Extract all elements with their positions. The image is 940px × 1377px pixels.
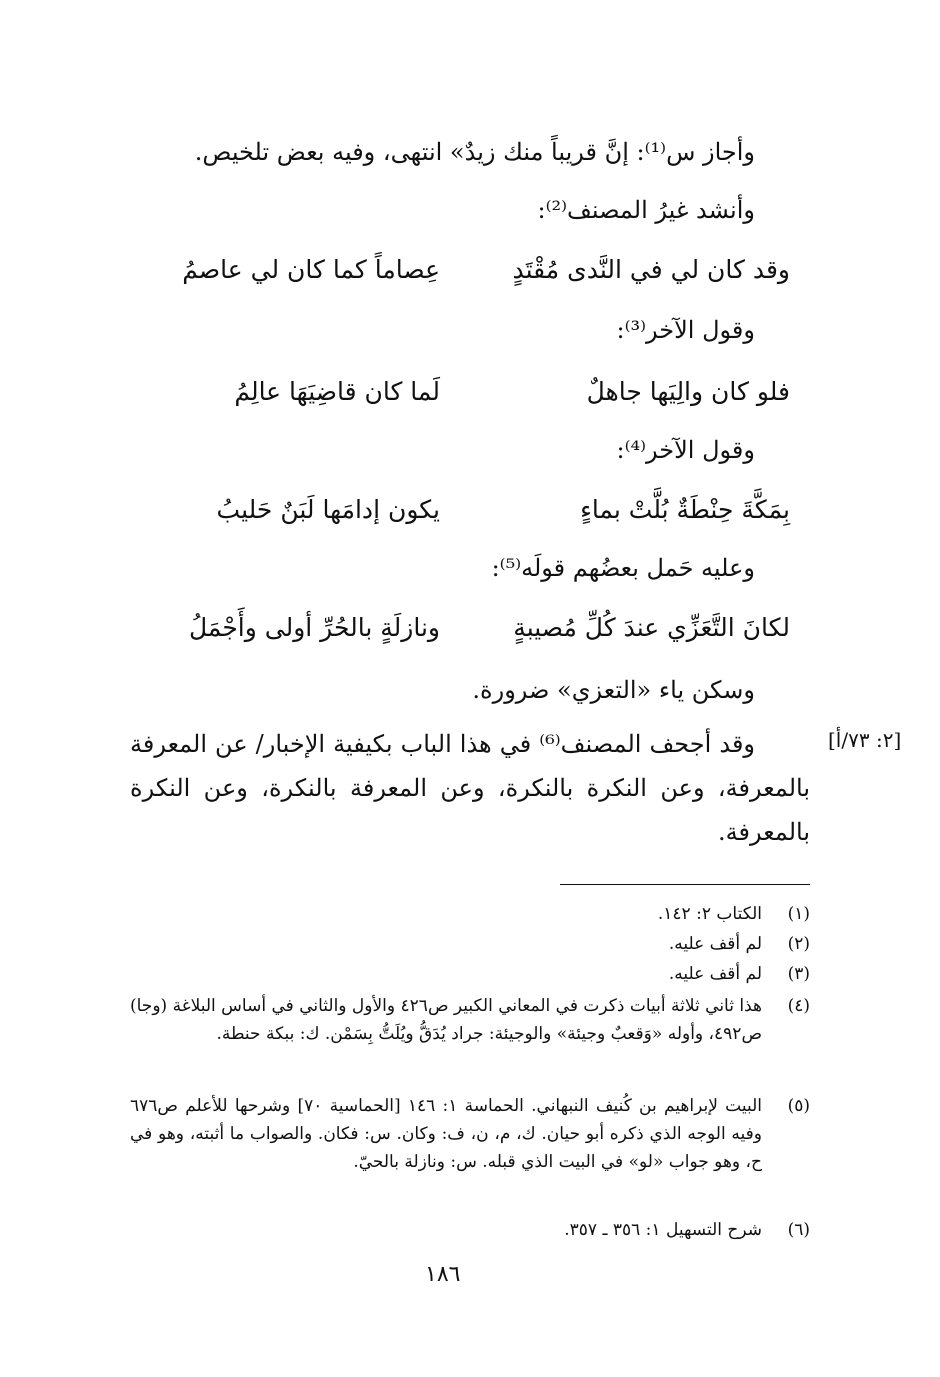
footnote-text: لم أقف عليه. [668, 964, 762, 984]
footnote-text: الكتاب ٢: ١٤٢. [657, 904, 762, 924]
page-number: ١٨٦ [425, 1262, 461, 1287]
text-line-3: وقول الآخر⁽³⁾: [616, 316, 755, 344]
footnote-6 [130, 1216, 810, 1244]
verse-1-first-hemistich: وقد كان لي في النَّدى مُقْتَدٍ [512, 255, 790, 284]
footnote-number: (٢) [787, 934, 810, 954]
footnote-4 [130, 992, 810, 1048]
verse-4-first-hemistich: لكانَ التَّعَزِّي عندَ كُلِّ مُصيبةٍ [513, 613, 790, 642]
footnote-text: شرح التسهيل ١: ٣٥٦ ـ ٣٥٧. [564, 1220, 762, 1240]
verse-1-second-hemistich: عِصاماً كما كان لي عاصمُ [182, 255, 440, 284]
footnote-number: (٤) [787, 996, 810, 1016]
text-line-6: وسكن ياء «التعزي» ضرورة. [472, 676, 755, 704]
verse-4-second-hemistich: ونازلَةٍ بالحُرِّ أولى وأَجْمَلُ [188, 613, 440, 642]
verse-2-second-hemistich: لَما كان قاضِيَهَا عالِمُ [234, 377, 440, 406]
footnote-number: (٥) [787, 1096, 810, 1116]
footnote-number: (٦) [787, 1220, 810, 1240]
footnote-text: لم أقف عليه. [668, 934, 762, 954]
footnote-text: البيت لإبراهيم بن كُنيف النبهاني. الحماسة ١: ١٤٦ [الحماسية ٧٠] وشرحها للأعلم ص٦٧٦ وفيه الوجه الذي ذكره أبو حيان. ك، م، ن، ف: وكان. س: فكان. والصواب ما أثبته، وهو في ح، وهو جواب «لو» في البيت الذي قبله. س: ونازلة بالحيّ. [130, 1096, 762, 1172]
verse-3-first-hemistich: بِمَكَّةَ حِنْطَةٌ بُلَّتْ بماءٍ [580, 495, 790, 524]
footnote-number: (٣) [787, 964, 810, 984]
text-line-2: وأنشد غيرُ المصنف⁽²⁾: [537, 196, 755, 224]
text-line-4: وقول الآخر⁽⁴⁾: [616, 436, 755, 464]
text-line-5: وعليه حَمل بعضُهم قولَه⁽⁵⁾: [491, 554, 755, 582]
manuscript-folio-marker: [٢: ٧٣/أ] [828, 728, 902, 752]
footnote-number: (١) [787, 904, 810, 924]
footnote-1 [130, 900, 810, 928]
footnote-2 [130, 930, 810, 958]
footnote-3 [130, 960, 810, 988]
footnote-separator [560, 884, 810, 885]
body-paragraph: وقد أجحف المصنف⁽⁶⁾ في هذا الباب بكيفية الإخبار/ عن المعرفة بالمعرفة، وعن النكرة بالنكرة، وعن المعرفة بالنكرة، وعن النكرة بالمعرفة. [130, 730, 810, 846]
verse-2-first-hemistich: فلو كان والِيَها جاهلٌ [586, 377, 790, 406]
verse-3-second-hemistich: يكون إدامَها لَبَنٌ حَليبُ [216, 495, 440, 524]
footnote-5 [130, 1092, 810, 1176]
text-line-1: وأجاز س⁽¹⁾: إنَّ قريباً منك زيدٌ» انتهى، وفيه بعض تلخيص. [194, 138, 755, 166]
footnote-text: هذا ثاني ثلاثة أبيات ذكرت في المعاني الكبير ص٤٢٦ والأول والثاني في أساس البلاغة (وجا) ص٤٩٢، وأوله «وَقعبٌ وجيئة» والوجيئة: جراد يُدَقُّ ويُلَتُّ بِسَمْن. ك: ببكة حنطة. [130, 996, 762, 1044]
